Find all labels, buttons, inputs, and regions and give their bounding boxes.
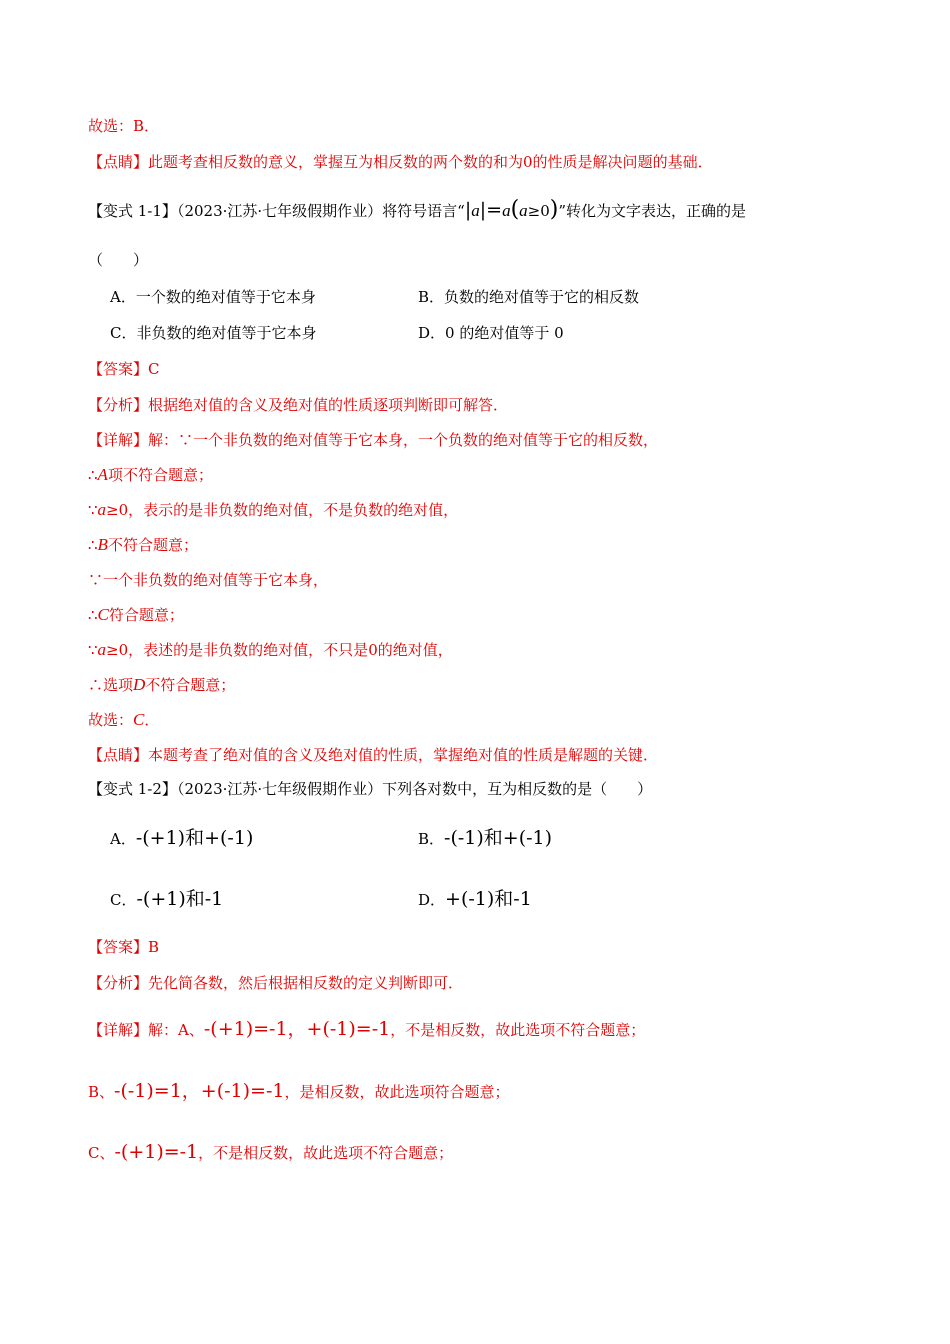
answer-tag: 【答案】 [88,360,149,378]
note-tag: 【点睛】 [88,746,149,764]
option-b[interactable]: B．-(-1)和+(-1) [418,827,553,849]
question-text: （2023·江苏·七年级假期作业）下列各对数中，互为相反数的是（ ） [176,780,653,798]
option-a[interactable]: A．一个数的绝对值等于它本身 [110,288,316,306]
detail-line-c: C、-(+1)=-1，不是相反数，故此选项不符合题意； [88,1141,454,1163]
question-text-end: ”转化为文字表达，正确的是 [558,202,747,220]
step-4: ∵一个非负数的绝对值等于它本身， [88,571,329,589]
step-8: 故选：C． [88,710,160,729]
answer-line [88,358,890,380]
note-tag: 【点睛】 [88,153,149,171]
note-text: 本题考查了绝对值的含义及绝对值的性质，掌握绝对值的性质是解题的关键． [148,746,659,764]
note-line [88,744,890,766]
option-a[interactable]: A．-(+1)和+(-1) [110,827,254,849]
detail-line [88,429,890,451]
variant-tag: 【变式 1-1】 [88,202,177,220]
analysis-line [88,394,890,416]
prev-note-line [88,151,890,173]
step-7: ∴选项D不符合题意； [88,675,236,694]
answer-tag: 【答案】 [88,938,149,956]
step-1: ∴A项不符合题意； [88,465,213,484]
step-2: ∵a≥0，表示的是非负数的绝对值，不是负数的绝对值， [88,500,459,519]
answer-value: C [148,360,160,378]
option-d[interactable]: D．0 的绝对值等于 0 [418,324,564,342]
analysis-tag: 【分析】 [88,396,149,414]
answer-line [88,936,890,958]
analysis-text: 根据绝对值的含义及绝对值的性质逐项判断即可解答． [148,396,509,414]
note-text: 此题考查相反数的意义，掌握互为相反数的两个数的和为0的性质是解决问题的基础． [148,153,713,171]
analysis-line [88,972,890,994]
detail-line-b: B、-(-1)=1，+(-1)=-1，是相反数，故此选项符合题意； [88,1080,510,1102]
prev-choice: 故选：B． [88,117,160,135]
detail-line-a: 【详解】解：A、-(+1)=-1，+(-1)=-1，不是相反数，故此选项不符合题意； [88,1018,646,1040]
detail-text: 解：∵一个非负数的绝对值等于它本身，一个负数的绝对值等于它的相反数， [148,431,659,449]
analysis-tag: 【分析】 [88,974,149,992]
detail-tag: 【详解】 [88,431,149,449]
option-c[interactable]: C．-(+1)和-1 [110,888,224,910]
question-text: （2023·江苏·七年级假期作业）将符号语言“ [176,202,465,220]
option-d[interactable]: D．+(-1)和-1 [418,888,532,910]
option-b[interactable]: B．负数的绝对值等于它的相反数 [418,288,640,306]
answer-blank [88,249,890,271]
analysis-text: 先化简各数，然后根据相反数的定义判断即可． [148,974,464,992]
detail-tag: 【详解】 [88,1021,149,1039]
step-6: ∵a≥0，表述的是非负数的绝对值，不只是0的绝对值， [88,640,453,659]
answer-value: B [148,938,160,956]
option-c[interactable]: C．非负数的绝对值等于它本身 [110,324,317,342]
step-5: ∴C符合题意； [88,605,184,624]
variant-tag: 【变式 1-2】 [88,780,177,798]
prev-answer-line [88,115,890,137]
step-3: ∴B不符合题意； [88,535,198,554]
variant-1-2-question [88,778,890,800]
formula: |a|=a(a≥0) [464,197,559,222]
variant-1-1-question [88,199,890,222]
blank: （ ） [88,251,149,269]
